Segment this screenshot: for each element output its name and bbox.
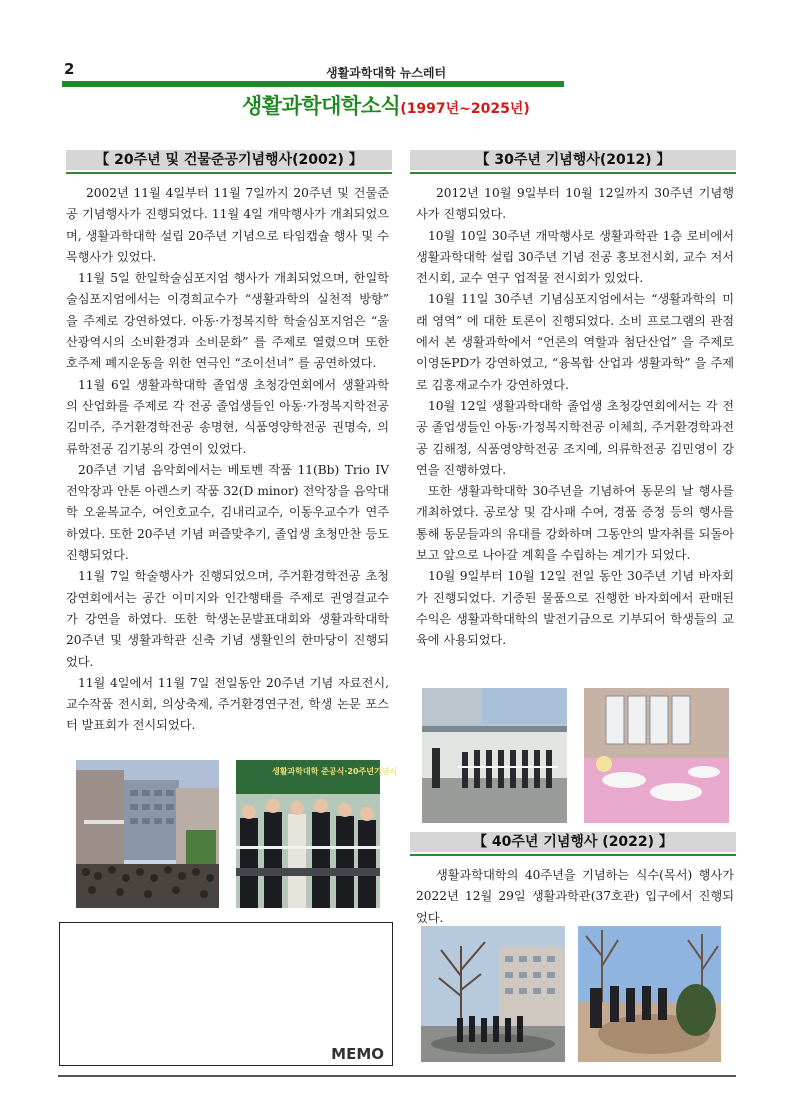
paragraph: 2002년 11월 4일부터 11월 7일까지 20주년 및 건물준공 기념행사가 진행되었다. 11월 4일 개막행사가 개최되었으며, 생활과학대학 설립 20주년 기념으로 타임캡슐 행사 및 수목행사가 있었다. bbox=[66, 186, 389, 264]
footer-rule bbox=[58, 1075, 736, 1077]
page-title bbox=[242, 90, 530, 120]
memo-box bbox=[59, 922, 393, 1066]
page-title-years: (1997년~2025년) bbox=[400, 101, 530, 117]
section-40th-body bbox=[416, 865, 734, 929]
section-30th-rule bbox=[410, 172, 736, 174]
section-30th-body bbox=[416, 183, 734, 652]
memo-label: MEMO bbox=[331, 1045, 384, 1063]
section-20th-rule bbox=[66, 172, 392, 174]
paragraph: 생활과학대학의 40주년을 기념하는 식수(목서) 행사가 2022년 12월 29일 생활과학관(37호관) 입구에서 진행되었다. bbox=[416, 868, 734, 925]
section-30th-title: 【 30주년 기념행사(2012) 】 bbox=[410, 150, 736, 170]
paragraph: 10월 10일 30주년 개막행사로 생활과학관 1층 로비에서 생활과학대학 설립 30주년 기념 전공 홍보전시회, 교수 저서 전시회, 교수 연구 업적물 전시회가 있었다. bbox=[416, 228, 734, 286]
section-40th-rule bbox=[410, 854, 736, 856]
paragraph: 2012년 10월 9일부터 10월 12일까지 30주년 기념행사가 진행되었다. bbox=[416, 186, 734, 222]
paragraph: 11월 6일 생활과학대학 졸업생 초청강연회에서 생활과학의 산업화를 주제로 각 전공 졸업생들인 아동·가정복지학전공 김미주, 주거환경학전공 송명현, 식품영양학전공 권명숙, 의류학전공 김기봉의 강연이 있었다. bbox=[66, 377, 389, 456]
paragraph: 11월 5일 한일학술심포지엄 행사가 개최되었으며, 한일학술심포지엄에서는 이경희교수가 “생활과학의 실천적 방향” 을 주제로 강연하였다. 아동·가정복지학 학술심포지엄은 “울산광역시의 소비환경과 소비문화” 를 주제로 열렸으며 또한 호주제 폐지운동을 위한 연극인 “조이선녀” 를 공연하였다. bbox=[66, 271, 389, 371]
paragraph: 11월 4일에서 11월 7일 전일동안 20주년 기념 자료전시, 교수작품 전시회, 의상축제, 주거환경연구전, 학생 논문 포스터 발표회가 전시되었다. bbox=[66, 675, 389, 733]
photo-ribbon-cutting-2002 bbox=[236, 760, 398, 908]
newsletter-name: 생활과학대학 뉴스레터 bbox=[326, 66, 447, 80]
header-green-rule bbox=[62, 81, 564, 87]
section-20th-body bbox=[66, 183, 389, 737]
photo-banner-text: 생활과학대학 준공식·20주년기념식 bbox=[272, 767, 398, 776]
photo-tree-planting-shovels bbox=[578, 926, 721, 1062]
paragraph: 20주년 기념 음악회에서는 베토벤 작품 11(Bb) Trio IV 전악장과 안톤 아렌스키 작품 32(D minor) 전악장을 음악대학 오윤복교수, 여인호교수, 김내리교수, 이동우교수가 연주하였다. 또한 20주년 기념 퍼즐맞추기, 졸업생 초청만찬 등도 진행되었다. bbox=[66, 462, 389, 563]
page-title-main: 생활과학대학소식 bbox=[242, 94, 401, 118]
section-20th-title: 【 20주년 및 건물준공기념행사(2002) 】 bbox=[66, 150, 392, 170]
paragraph: 11월 7일 학술행사가 진행되었으며, 주거환경학전공 초청강연회에서는 공간 이미지와 인간행태를 주제로 권영걸교수가 강연을 하였다. 또한 학생논문발표대회와 생활과학대학 20주년 및 생활과학관 신축 기념 생활인의 한마당이 진행되었다. bbox=[66, 569, 389, 669]
photo-campus-building bbox=[76, 760, 219, 908]
section-40th-title: 【 40주년 기념행사 (2022) 】 bbox=[410, 832, 736, 852]
photo-tree-planting-group bbox=[421, 926, 565, 1062]
paragraph: 또한 생활과학대학 30주년을 기념하여 동문의 날 행사를 개최하였다. 공로상 및 감사패 수여, 경품 증정 등의 행사를 통해 동문들과의 유대를 강화하며 그동안의 발자취를 되돌아보고 앞으로 나아갈 계획을 수립하는 계기가 되었다. bbox=[416, 484, 734, 563]
paragraph: 10월 11일 30주년 기념심포지엄에서는 “생활과학의 미래 영역” 에 대한 토론이 진행되었다. 소비 프로그램의 관점에서 본 생활과학에서 “언론의 역할과 첨단산업” 을 주제로 이영돈PD가 강연하였고, “융복합 산업과 생활과학” 을 주제로 김홍재교수가 강연하였다. bbox=[416, 292, 734, 392]
photo-lobby-ceremony-2012 bbox=[422, 688, 567, 823]
paragraph: 10월 12일 생활과학대학 졸업생 초청강연회에서는 각 전공 졸업생들인 아동·가정복지학전공 이체희, 주거환경학과전공 김해정, 식품영양학전공 조지예, 의류학전공 김민영이 강연을 진행하였다. bbox=[416, 398, 734, 477]
page-number: 2 bbox=[64, 60, 75, 78]
paragraph: 10월 9일부터 10월 12일 전일 동안 30주년 기념 바자회가 진행되었다. 기증된 물품으로 진행한 바자회에서 판매된 수익은 생활과학대학의 발전기금으로 기부되어 학생들의 교육에 사용되었다. bbox=[416, 569, 734, 648]
photo-exhibition-bazaar-2012 bbox=[584, 688, 729, 823]
